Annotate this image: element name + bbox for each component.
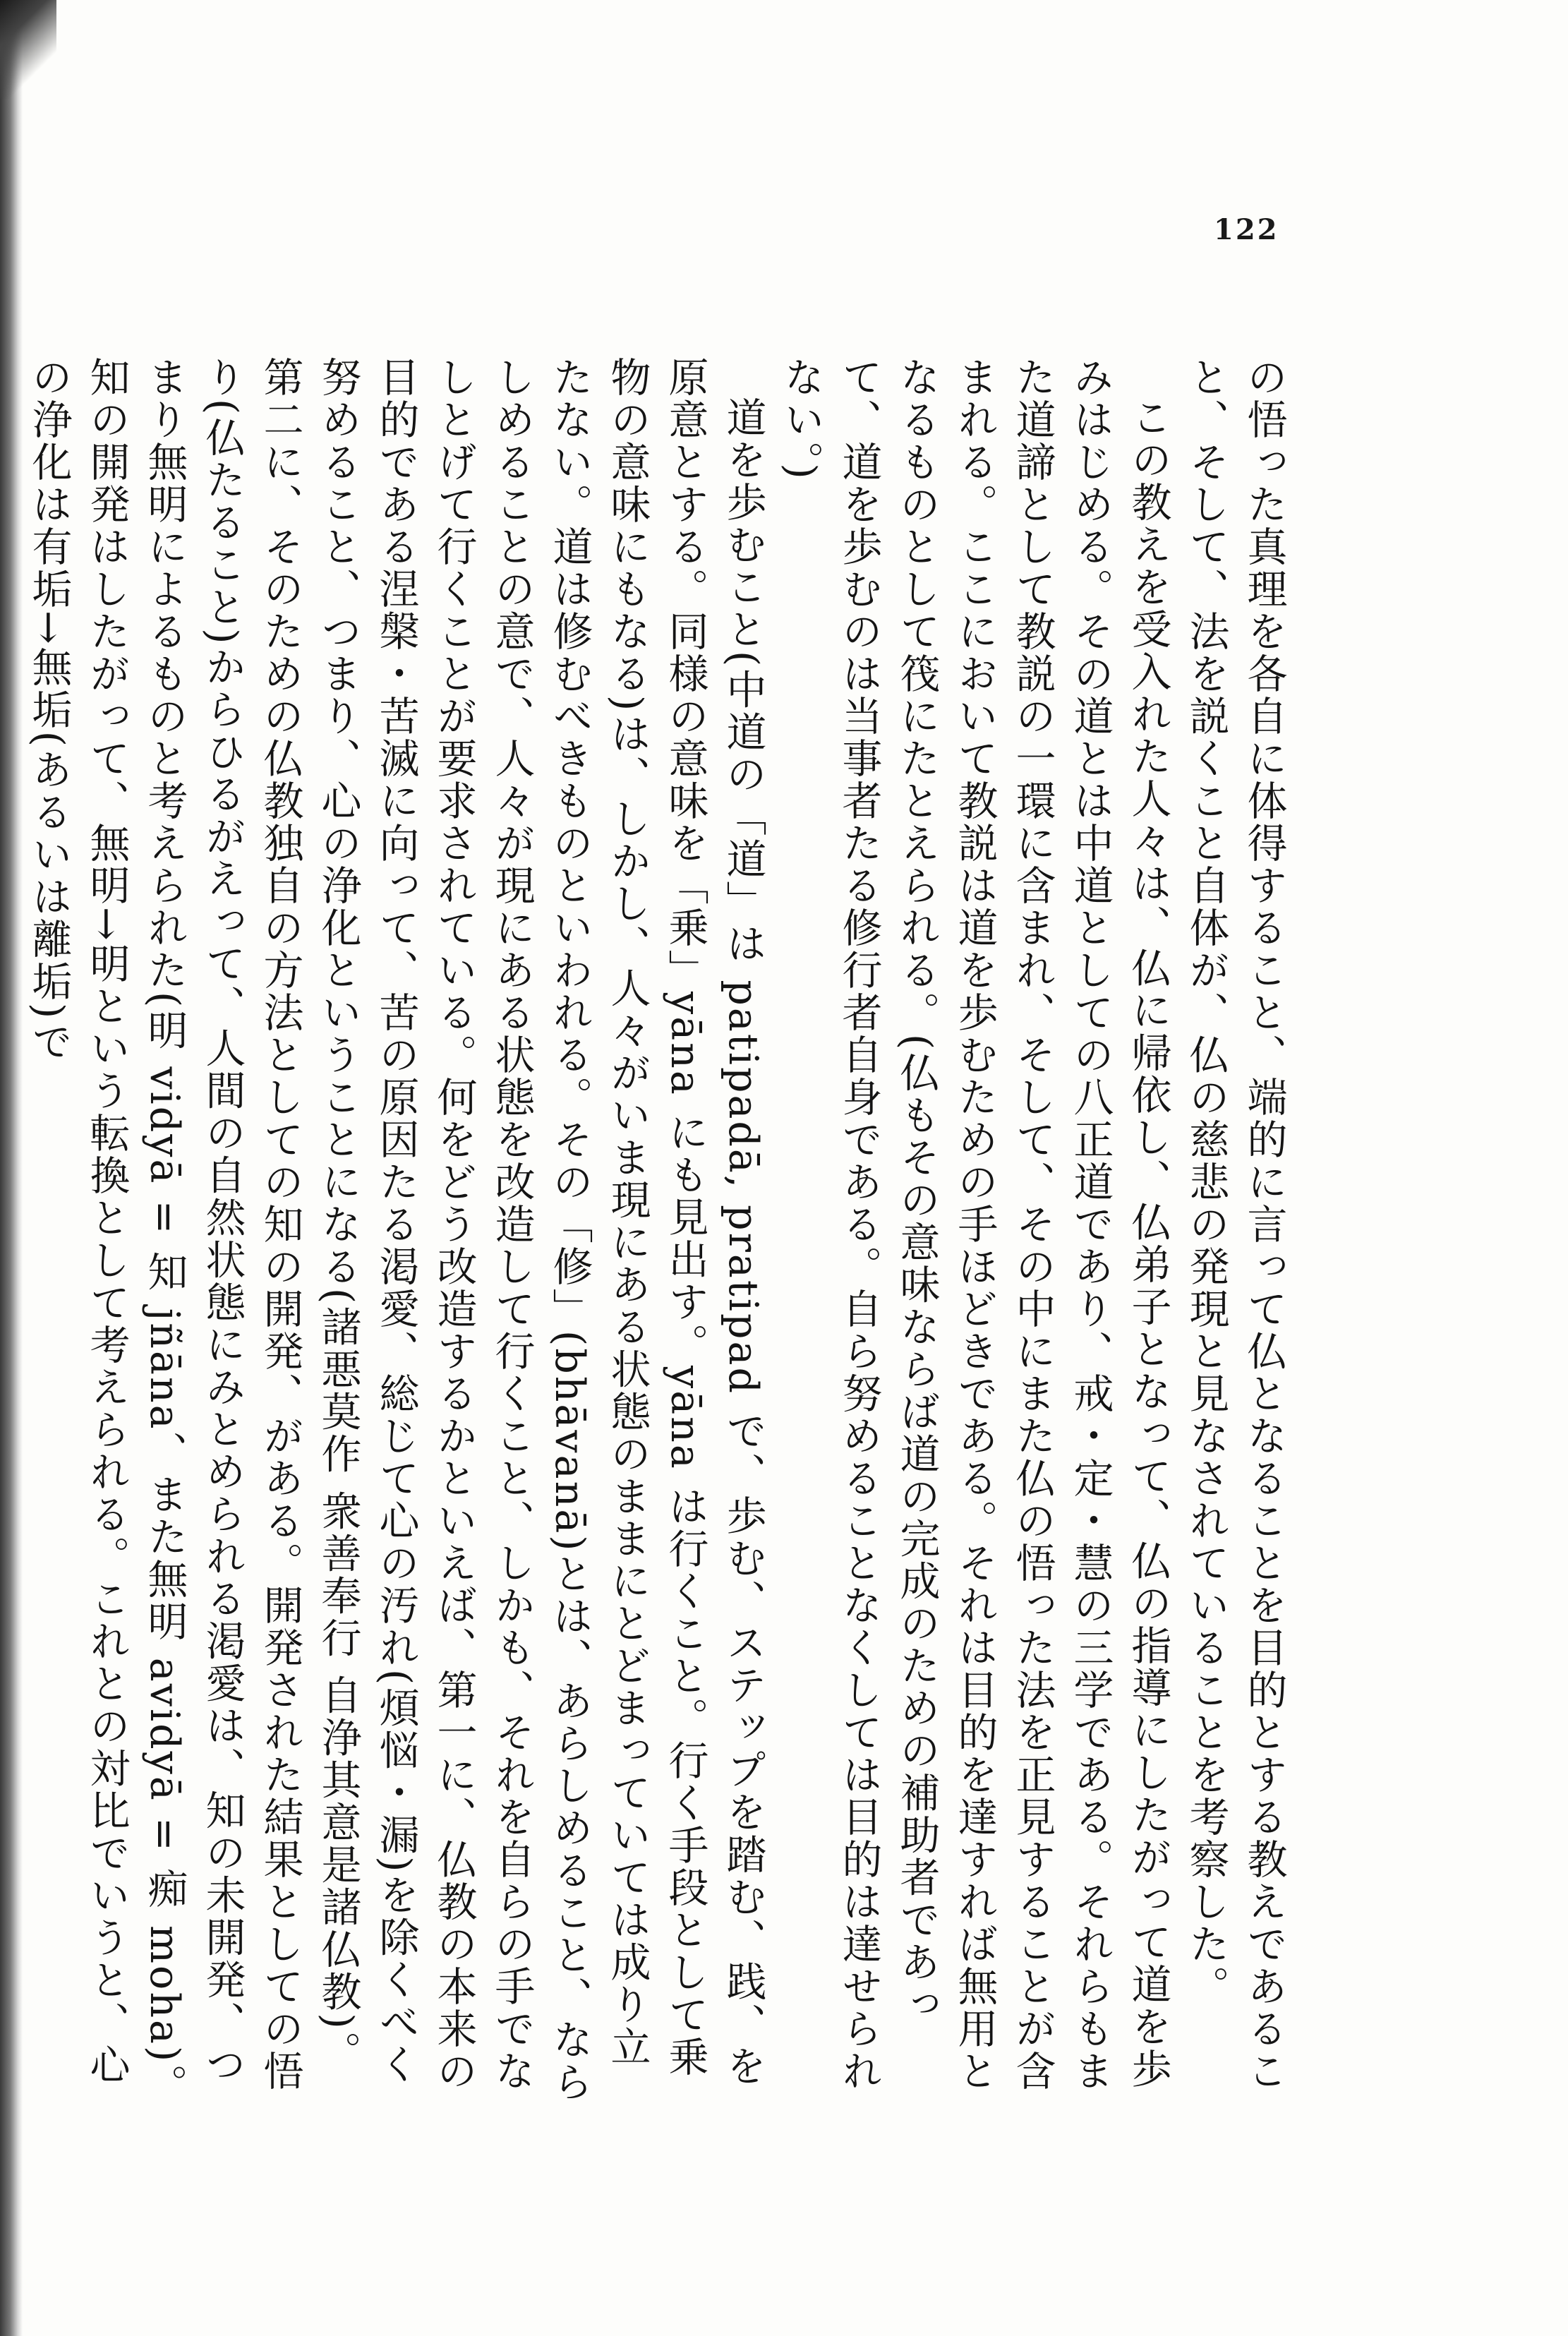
- vertical-text-body: [20, 356, 1293, 2107]
- scan-corner-shadow: [0, 0, 56, 99]
- paragraph: の悟った真理を各自に体得すること、端的に言って仏となることを目的とする教えであること、そして、法を説くこと自体が、仏の慈悲の発現と見なされていることを考察した。: [1183, 356, 1287, 2093]
- paragraph: 道を歩むこと(中道の「道」は patipadā, pratipad で、歩む、ステップを踏む、践、を原意とする。同様の意味を「乗」yāna にも見出す。yāna は行くこと。行く手段として乗物の意味にもなる)は、しかし、人々がいま現にある状態のままにとどまっていては成り立たない。道は修むべきものといわれる。その「修」(bhāvanā)とは、あらしめること、ならしめることの意で、人々が現にある状態を改造して行くこと、しかも、それを自らの手でなしとげて行くことが要求されている。何をどう改造するかといえば、第一に、仏教の本来の目的である涅槃・苦滅に向って、苦の原因たる渇愛、総じて心の汚れ(煩悩・漏)を除くべく努めること、つまり、心の浄化ということになる(諸悪莫作 衆善奉行 自浄其意是諸仏教)。第二に、そのための仏教独自の方法としての知の開発、がある。開発された結果としての悟り(仏たること)からひるがえって、人間の自然状態にみとめられる渇愛は、知の未開発、つまり無明によるものと考えられた(明 vidyā = 知 jñāna、また無明 avidyā = 痴 moha)。知の開発はしたがって、無明→明という転換として考えられる。これとの対比でいうと、心の浄化は有垢→無垢(あるいは離垢)で: [25, 356, 766, 2107]
- paragraph: この教えを受入れた人々は、仏に帰依し、仏弟子となって、仏の指導にしたがって道を歩みはじめる。その道とは中道としての八正道であり、戒・定・慧の三学である。それらもまた道諦として教説の一環に含まれ、そして、その中にまた仏の悟った法を正見することが含まれる。ここにおいて教説は道を歩むための手ほどきである。それは目的を達すれば無用となるものとして筏にたとえられる。(仏もその意味ならば道の完成のための補助者であって、道を歩むのは当事者たる修行者自身である。自ら努めることなくしては目的は達せられない。): [778, 356, 1171, 2093]
- page-number: 122: [1214, 213, 1279, 246]
